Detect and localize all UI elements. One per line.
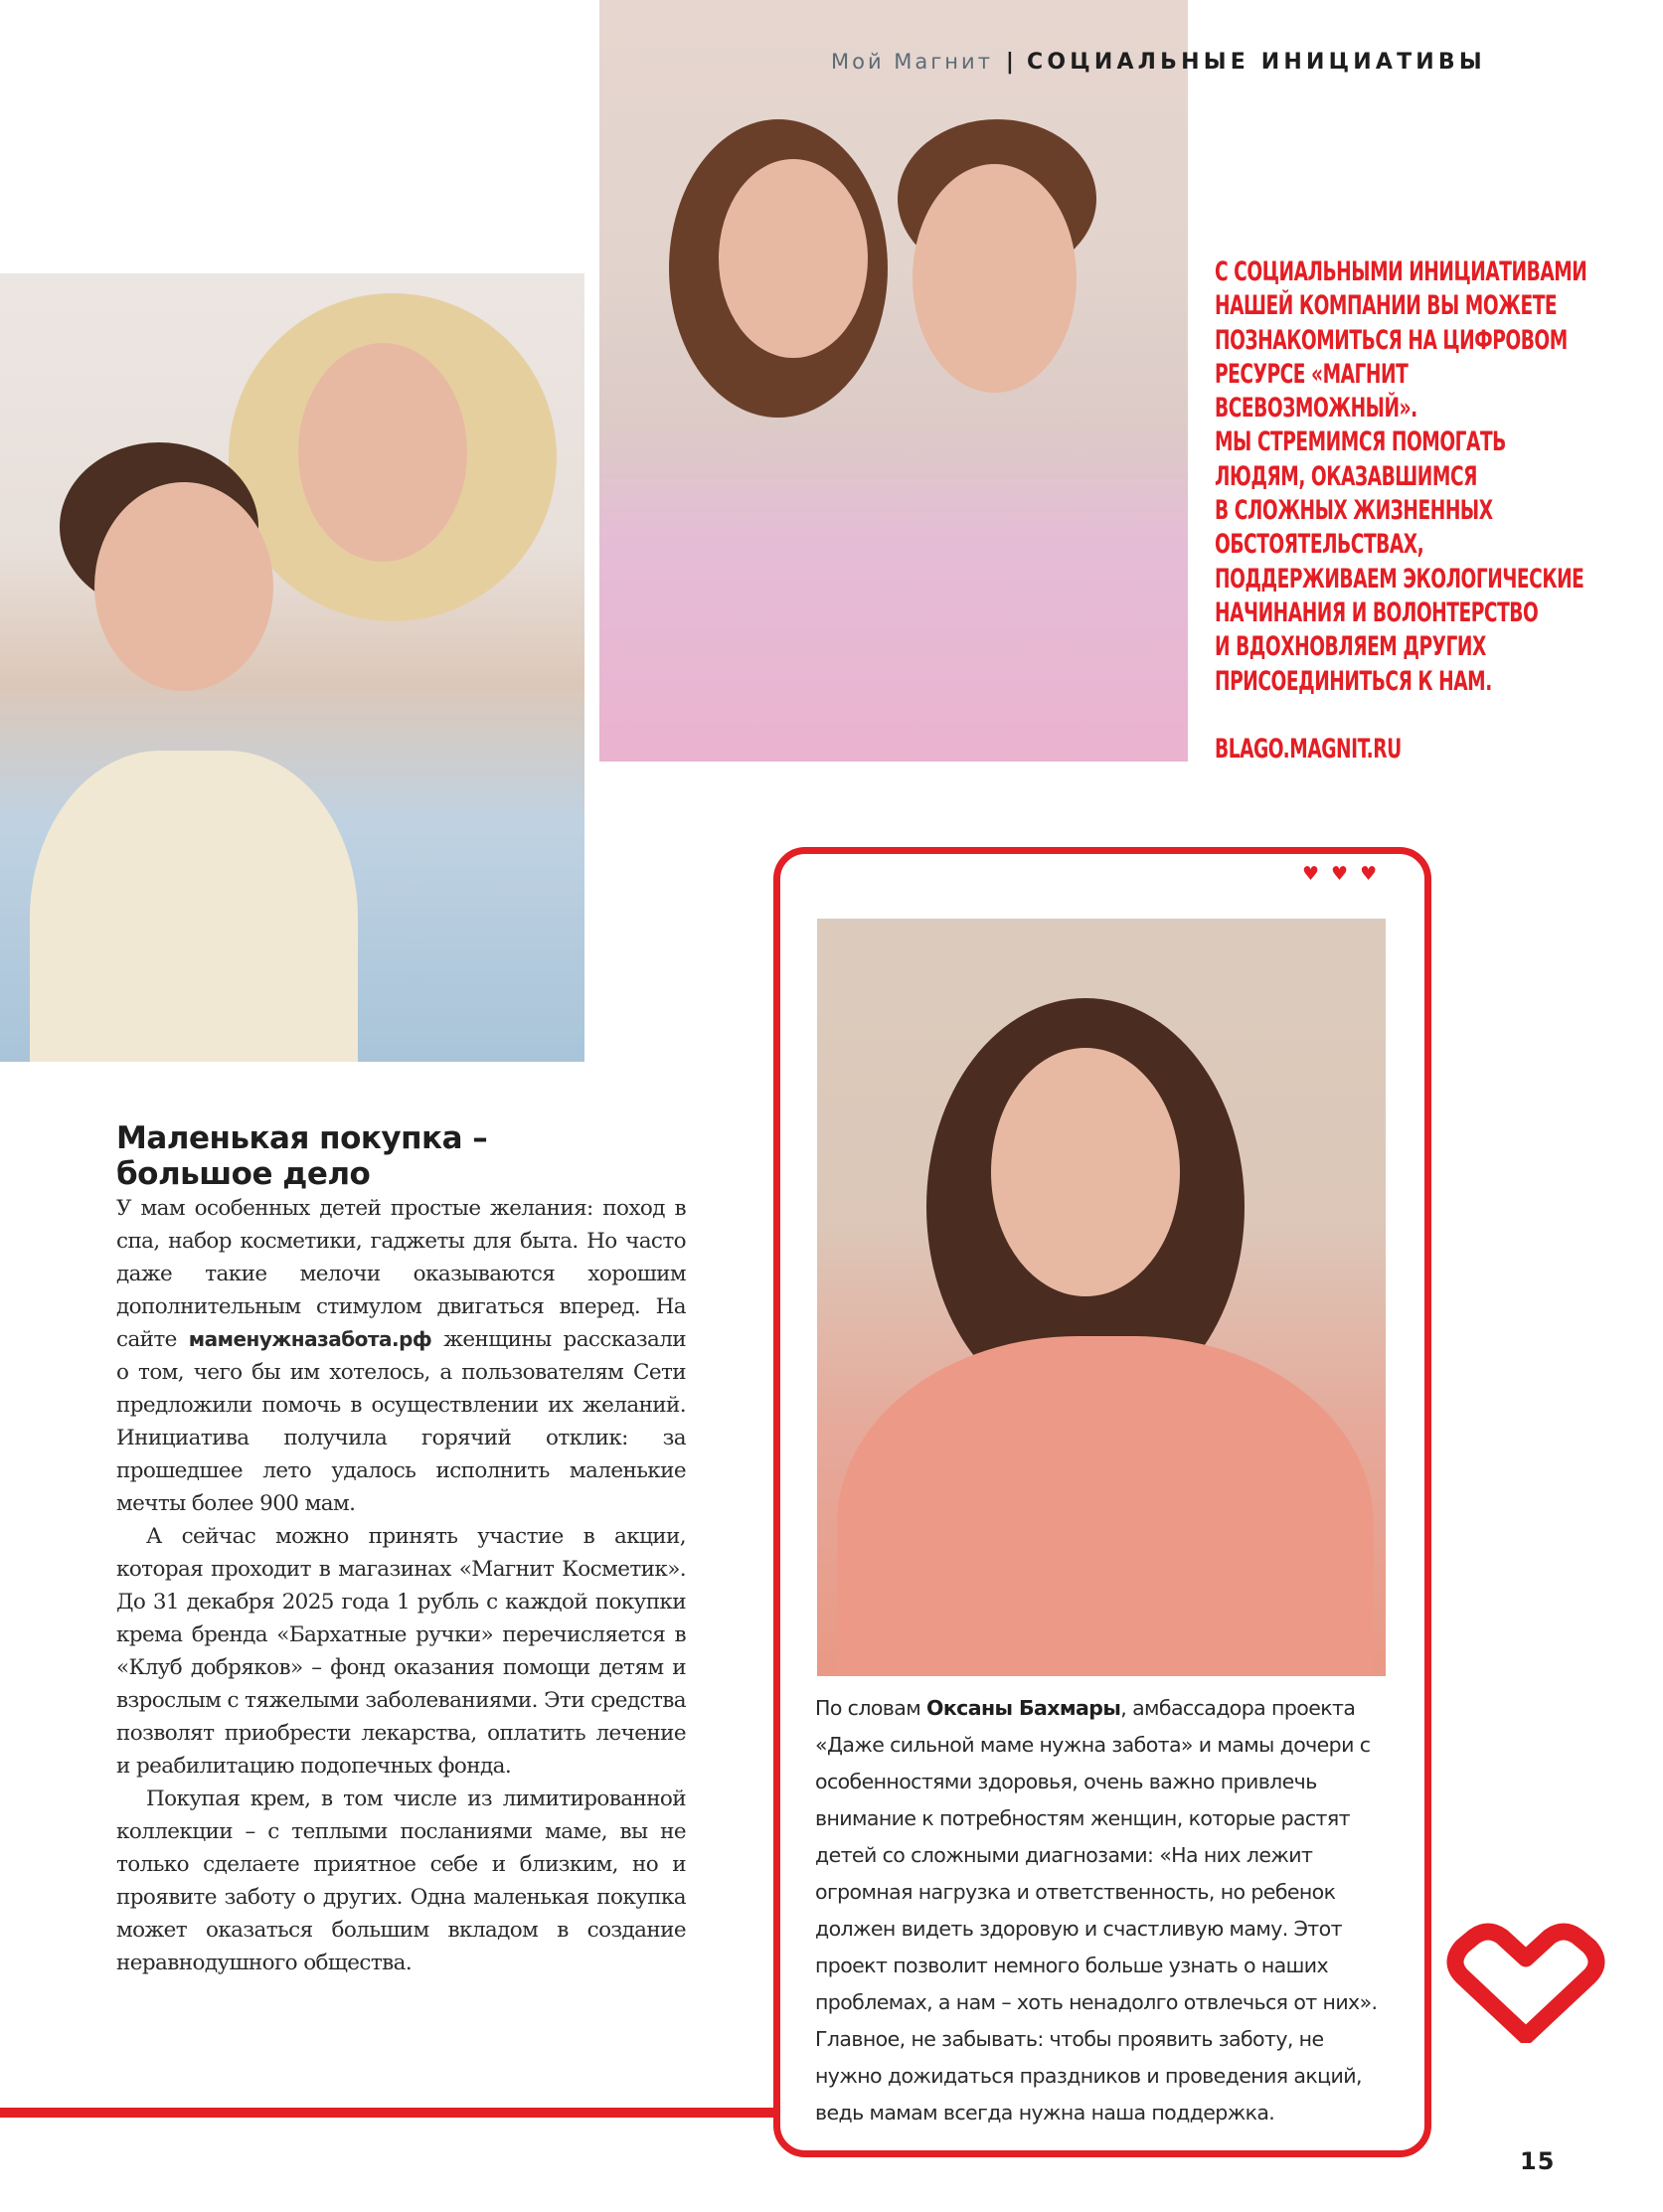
article-paragraph-1 [116, 1192, 686, 1520]
red-callout-text [1215, 255, 1587, 766]
callout-line: НАЧИНАНИЯ И ВОЛОНТЕРСТВО [1215, 596, 1539, 628]
bottom-red-rule [0, 2108, 780, 2118]
callout-line: ПОЗНАКОМИТЬСЯ НА ЦИФРОВОМ [1215, 324, 1568, 356]
blago-url-link[interactable]: BLAGO.MAGNIT.RU [1215, 733, 1402, 765]
article-paragraph-2: А сейчас можно принять участие в акции, которая проходит в магазинах «Магнит Косметик». До 31 декабря 2025 года 1 рубль с каждой покупки крема бренда «Бархатные ручки» перечисляется в «Клуб добряков» – фонд оказания помощи детям и взрослым с тяжелыми заболеваниями. Эти средства позволят приобрести лекарства, оплатить лечение и реабилитацию подопечных фонда. [116, 1524, 687, 1779]
callout-line: В СЛОЖНЫХ ЖИЗНЕННЫХ [1215, 495, 1493, 527]
mother-face-shape [298, 343, 467, 562]
article-paragraph-3: Покупая крем, в том числе из лимитированной коллекции – с теплыми посланиями маме, вы не только сделаете приятное себе и близким, но и проявите заботу о других. Одна маленькая покупка может оказаться большим вкладом в создание неравнодушного общества. [116, 1787, 686, 1975]
article-title [116, 1120, 686, 1192]
running-header [831, 50, 1586, 75]
header-separator: | [1005, 50, 1014, 75]
ambassador-portrait-photo [817, 919, 1386, 1676]
callout-line: РЕСУРСЕ «МАГНИТ [1215, 358, 1409, 390]
callout-line: ПОДДЕРЖИВАЕМ ЭКОЛОГИЧЕСКИЕ [1215, 563, 1584, 595]
page-number: 15 [1520, 2147, 1556, 2175]
callout-line: НАШЕЙ КОМПАНИИ ВЫ МОЖЕТЕ [1215, 290, 1558, 322]
callout-line: ЛЮДЯМ, ОКАЗАВШИМСЯ [1215, 460, 1477, 492]
paragraph-text: У мам особенных детей простые желания: поход в спа, набор косметики, гаджеты для быта. Но часто даже такие мелочи оказываются хорошим дополнительным стимулом двигаться вперед. На сайте [116, 1196, 686, 1352]
hearts-decoration [1302, 863, 1392, 885]
heart-icon: ♥ [1360, 863, 1378, 885]
heart-logo-icon [1446, 1919, 1605, 2043]
son-face-shape [913, 164, 1077, 393]
child-jacket-shape [30, 751, 358, 1062]
woman-sweater-shape [837, 1336, 1374, 1676]
callout-line: С СОЦИАЛЬНЫМИ ИНИЦИАТИВАМИ [1215, 256, 1587, 287]
paragraph-text: женщины рассказали о том, чего бы им хотелось, а пользователям Сети предложили помочь в осуществлении их желаний. Инициатива получила горячий отклик: за прошедшее лето удалось исполнить маленькие мечты более 900 мам. [116, 1327, 687, 1516]
article-title-line1: Маленькая покупка – [116, 1120, 488, 1156]
mother-face-shape [719, 159, 868, 358]
heart-icon: ♥ [1302, 863, 1320, 885]
ambassador-quote [815, 1690, 1392, 2131]
mother-and-child-photo [0, 273, 584, 1062]
heart-icon: ♥ [1331, 863, 1349, 885]
article [116, 1120, 686, 1979]
callout-line: ВСЕВОЗМОЖНЫЙ». [1215, 393, 1417, 425]
quote-text: , амбассадора проекта «Даже сильной маме нужна забота» и мамы дочери с особенностями здоровья, очень важно привлечь внимание к потребностям женщин, которые растят детей со сложными диагнозами: «На них лежит огромная нагрузка и ответственность, но ребенок должен видеть здоровую и счастливую маму. Этот проект позволит немного больше узнать о наших проблемах, а нам – хоть ненадолго отвлечься от них». Главное, не забывать: чтобы проявить заботу, не нужно дожидаться праздников и проведения акций, ведь мамам всегда нужна наша поддержка. [815, 1696, 1378, 2125]
site-link[interactable]: маменужназабота.рф [188, 1327, 432, 1351]
article-title-line2: большое дело [116, 1156, 371, 1192]
ambassador-name: Оксаны Бахмары [926, 1696, 1121, 1720]
callout-line: МЫ СТРЕМИМСЯ ПОМОГАТЬ [1215, 426, 1506, 458]
callout-line: ОБСТОЯТЕЛЬСТВАХ, [1215, 529, 1424, 561]
magazine-brand: Мой Магнит [831, 50, 993, 74]
section-title: СОЦИАЛЬНЫЕ ИНИЦИАТИВЫ [1026, 50, 1486, 75]
woman-face-shape [991, 1048, 1180, 1296]
mother-and-son-photo [599, 0, 1188, 762]
callout-line: ПРИСОЕДИНИТЬСЯ К НАМ. [1215, 665, 1492, 697]
child-face-shape [94, 482, 273, 691]
callout-line: И ВДОХНОВЛЯЕМ ДРУГИХ [1215, 631, 1486, 663]
quote-text: По словам [815, 1696, 927, 1720]
